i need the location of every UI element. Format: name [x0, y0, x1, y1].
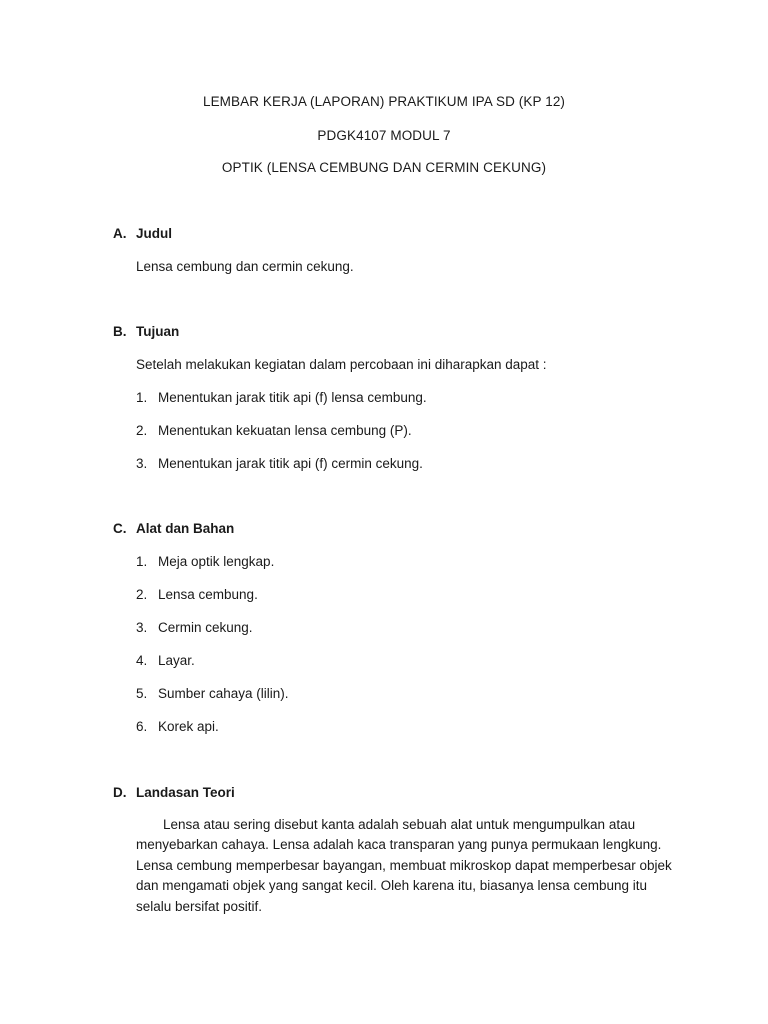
list-item-text: Korek api. [158, 719, 219, 734]
document-title-line-1: LEMBAR KERJA (LAPORAN) PRAKTIKUM IPA SD (KP 12) [202, 94, 566, 109]
list-item [136, 587, 258, 602]
list-item [136, 653, 195, 668]
list-item [136, 390, 427, 405]
section-d-paragraph: Lensa atau sering disebut kanta adalah sebuah alat untuk mengumpulkan atau menyebarkan cahaya. Lensa adalah kaca transparan yang punya permukaan lengkung. Lensa cembung memperbesar bayangan, membuat mikroskop dapat memperbesar objek dan mengamati objek yang sangat kecil. Oleh karena itu, biasanya lensa cembung itu selalu bersifat positif. [136, 817, 672, 914]
section-a-title: Judul [136, 226, 172, 241]
document-title-line-3: OPTIK (LENSA CEMBUNG DAN CERMIN CEKUNG) [221, 160, 547, 175]
section-c-heading [113, 521, 234, 536]
section-d-letter: D. [113, 785, 127, 800]
list-item-number: 2. [136, 587, 148, 602]
list-item-number: 5. [136, 686, 148, 701]
list-item [136, 719, 219, 734]
list-item [136, 620, 253, 635]
list-item-text: Menentukan jarak titik api (f) lensa cembung. [158, 390, 427, 405]
list-item-number: 6. [136, 719, 148, 734]
section-a-letter: A. [113, 226, 127, 241]
section-a-text: Lensa cembung dan cermin cekung. [136, 259, 354, 274]
list-item-number: 1. [136, 554, 148, 569]
list-item-number: 3. [136, 620, 148, 635]
list-item [136, 456, 423, 471]
list-item-number: 3. [136, 456, 148, 471]
list-item-text: Meja optik lengkap. [158, 554, 275, 569]
list-item-number: 1. [136, 390, 148, 405]
section-d-heading [113, 785, 235, 800]
section-b-intro: Setelah melakukan kegiatan dalam percobaan ini diharapkan dapat : [136, 357, 547, 372]
section-b-heading [113, 324, 179, 339]
list-item-text: Sumber cahaya (lilin). [158, 686, 289, 701]
section-b-title: Tujuan [136, 324, 180, 339]
list-item-text: Layar. [158, 653, 195, 668]
list-item-text: Lensa cembung. [158, 587, 258, 602]
section-a-heading [113, 226, 172, 241]
section-c-title: Alat dan Bahan [136, 521, 235, 536]
list-item-text: Menentukan jarak titik api (f) cermin cekung. [158, 456, 423, 471]
list-item-number: 2. [136, 423, 148, 438]
list-item [136, 686, 289, 701]
section-c-letter: C. [113, 521, 127, 536]
list-item-text: Menentukan kekuatan lensa cembung (P). [158, 423, 412, 438]
section-d-title: Landasan Teori [136, 785, 235, 800]
list-item [136, 423, 412, 438]
section-b-letter: B. [113, 324, 127, 339]
document-title-line-2: PDGK4107 MODUL 7 [317, 128, 451, 143]
list-item [136, 554, 274, 569]
list-item-number: 4. [136, 653, 148, 668]
list-item-text: Cermin cekung. [158, 620, 253, 635]
